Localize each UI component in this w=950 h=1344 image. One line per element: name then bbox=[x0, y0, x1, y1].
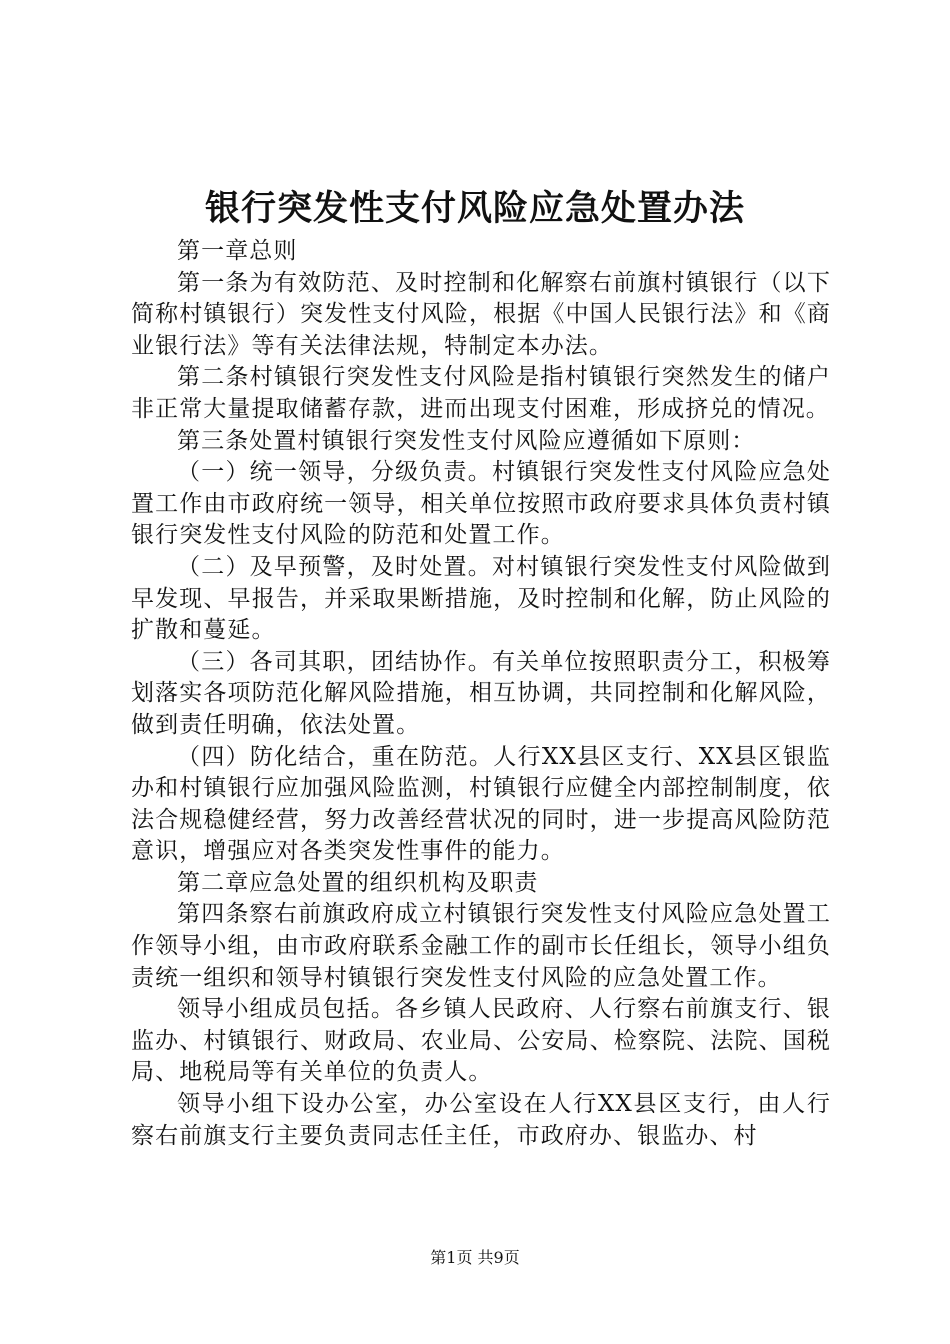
document-body bbox=[131, 236, 831, 1152]
page-footer: 第1页 共9页 bbox=[430, 1248, 520, 1267]
chapter-heading: 第二章应急处置的组织机构及职责 bbox=[177, 869, 539, 896]
paragraph: 第三条处置村镇银行突发性支付风险应遵循如下原则： bbox=[177, 427, 756, 454]
paragraph: 第一条为有效防范、及时控制和化解察右前旗村镇银行（以下简称村镇银行）突发性支付风险，根据《中国人民银行法》和《商业银行法》等有关法律法规，特制定本办法。 bbox=[131, 269, 831, 359]
paragraph: （二）及早预警，及时处置。对村镇银行突发性支付风险做到早发现、早报告，并采取果断措施，及时控制和化解，防止风险的扩散和蔓延。 bbox=[131, 553, 831, 644]
paragraph: （一）统一领导，分级负责。村镇银行突发性支付风险应急处置工作由市政府统一领导，相关单位按照市政府要求具体负责村镇银行突发性支付风险的防范和处置工作。 bbox=[131, 459, 831, 549]
paragraph: 第四条察右前旗政府成立村镇银行突发性支付风险应急处置工作领导小组，由市政府联系金融工作的副市长任组长，领导小组负责统一组织和领导村镇银行突发性支付风险的应急处置工作。 bbox=[131, 901, 831, 991]
paragraph: 领导小组成员包括。各乡镇人民政府、人行察右前旗支行、银监办、村镇银行、财政局、农业局、公安局、检察院、法院、国税局、地税局等有关单位的负责人。 bbox=[131, 996, 831, 1086]
chapter-heading: 第一章总则 bbox=[177, 238, 298, 264]
paragraph: 第二条村镇银行突发性支付风险是指村镇银行突然发生的储户非正常大量提取储蓄存款，进而出现支付困难，形成挤兑的情况。 bbox=[131, 364, 831, 422]
document-title: 银行突发性支付风险应急处置办法 bbox=[204, 188, 745, 229]
paragraph: （三）各司其职，团结协作。有关单位按照职责分工，积极筹划落实各项防范化解风险措施，相互协调，共同控制和化解风险，做到责任明确，依法处置。 bbox=[131, 648, 831, 738]
paragraph: 领导小组下设办公室，办公室设在人行XX县区支行，由人行察右前旗支行主要负责同志任主任，市政府办、银监办、村 bbox=[131, 1091, 831, 1149]
paragraph: （四）防化结合，重在防范。人行XX县区支行、XX县区银监办和村镇银行应加强风险监测，村镇银行应健全内部控制制度，依法合规稳健经营，努力改善经营状况的同时，进一步提高风险防范意识，增强应对各类突发性事件的能力。 bbox=[131, 743, 831, 865]
